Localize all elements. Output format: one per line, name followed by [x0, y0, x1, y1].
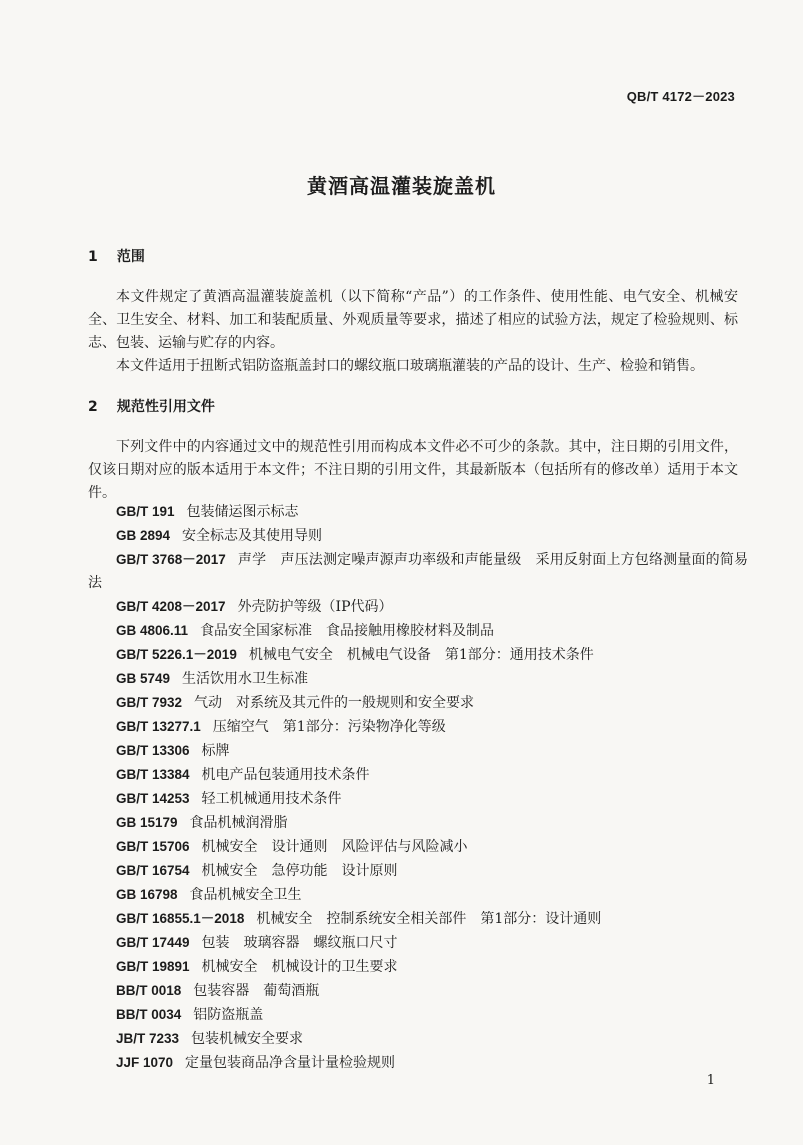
reference-item — [88, 1003, 748, 1027]
reference-item — [88, 811, 748, 835]
reference-code: GB/T 13277.1 — [116, 719, 201, 734]
reference-title: 包装容器 葡萄酒瓶 — [193, 983, 320, 999]
reference-title: 气动 对系统及其元件的一般规则和安全要求 — [194, 695, 475, 711]
reference-code: GB 4806.11 — [116, 623, 189, 638]
reference-title: 食品安全国家标准 食品接触用橡胶材料及制品 — [200, 623, 495, 639]
reference-title: 机电产品包装通用技术条件 — [201, 767, 370, 783]
reference-title: 包装机械安全要求 — [191, 1031, 304, 1047]
reference-item — [88, 524, 748, 548]
reference-title: 外壳防护等级（IP代码） — [237, 599, 393, 615]
reference-item — [88, 763, 748, 787]
reference-item — [88, 739, 748, 763]
reference-title: 铝防盗瓶盖 — [193, 1007, 264, 1023]
reference-item — [88, 667, 748, 691]
reference-title: 机械安全 机械设计的卫生要求 — [201, 959, 398, 975]
reference-item — [88, 643, 748, 667]
section-number: 2 — [88, 399, 98, 415]
reference-code: JB/T 7233 — [116, 1031, 180, 1046]
reference-item — [88, 500, 748, 524]
reference-code: GB/T 7932 — [116, 695, 183, 710]
reference-title: 食品机械安全卫生 — [189, 887, 302, 903]
reference-code: GB/T 3768－2017 — [116, 552, 226, 567]
reference-item — [88, 619, 748, 643]
reference-item — [88, 595, 748, 619]
reference-item — [88, 787, 748, 811]
reference-item — [88, 1027, 748, 1051]
section-heading-normative-references — [88, 396, 215, 416]
reference-code: GB/T 4208－2017 — [116, 599, 226, 614]
reference-title: 机械电气安全 机械电气设备 第1部分：通用技术条件 — [248, 647, 594, 663]
reference-item — [88, 859, 748, 883]
reference-code: GB/T 16855.1－2018 — [116, 911, 245, 926]
reference-item — [88, 955, 748, 979]
reference-item — [88, 1051, 748, 1075]
reference-list — [88, 500, 748, 1075]
reference-code: BB/T 0034 — [116, 1007, 182, 1022]
reference-title: 机械安全 急停功能 设计原则 — [201, 863, 398, 879]
reference-title: 食品机械润滑脂 — [189, 815, 288, 831]
document-title: 黄酒高温灌装旋盖机 — [307, 174, 496, 198]
reference-title: 标牌 — [201, 743, 230, 759]
reference-title: 压缩空气 第1部分：污染物净化等级 — [212, 719, 446, 735]
reference-item — [88, 931, 748, 955]
reference-code: GB 15179 — [116, 815, 178, 830]
section-heading-scope — [88, 246, 145, 266]
standard-code: QB/T 4172－2023 — [626, 89, 735, 104]
reference-code: GB 2894 — [116, 528, 171, 543]
reference-code: GB/T 5226.1－2019 — [116, 647, 237, 662]
reference-code: GB/T 14253 — [116, 791, 190, 806]
reference-item — [88, 548, 748, 595]
reference-code: GB 16798 — [116, 887, 178, 902]
page-number: 1 — [706, 1073, 715, 1088]
reference-code: GB/T 191 — [116, 504, 175, 519]
reference-code: GB/T 13384 — [116, 767, 190, 782]
reference-title: 安全标志及其使用导则 — [182, 528, 323, 544]
section-number: 1 — [88, 249, 98, 265]
reference-code: GB/T 13306 — [116, 743, 190, 758]
reference-title: 轻工机械通用技术条件 — [201, 791, 342, 807]
reference-item — [88, 835, 748, 859]
reference-code: GB/T 19891 — [116, 959, 190, 974]
scope-paragraph-2: 本文件适用于扭断式铝防盗瓶盖封口的螺纹瓶口玻璃瓶灌装的产品的设计、生产、检验和销售。 — [116, 358, 704, 374]
reference-title: 定量包装商品净含量计量检验规则 — [185, 1055, 396, 1071]
reference-title: 声学 声压法测定噪声源声功率级和声能量级 采用反射面上方包络测量面的简易法 — [88, 552, 749, 591]
reference-title: 机械安全 控制系统安全相关部件 第1部分：设计通则 — [256, 911, 602, 927]
section-heading-text: 范围 — [116, 249, 145, 265]
reference-code: GB/T 16754 — [116, 863, 190, 878]
reference-code: JJF 1070 — [116, 1055, 174, 1070]
reference-item — [88, 979, 748, 1003]
scope-paragraph-1: 本文件规定了黄酒高温灌装旋盖机（以下简称“产品”）的工作条件、使用性能、电气安全、机械安全、卫生安全、材料、加工和装配质量、外观质量等要求，描述了相应的试验方法，规定了检验规则、标志、包装、运输与贮存的内容。 — [88, 289, 738, 351]
reference-title: 包装 玻璃容器 螺纹瓶口尺寸 — [201, 935, 398, 951]
reference-item — [88, 883, 748, 907]
section-heading-text: 规范性引用文件 — [116, 399, 215, 415]
reference-title: 生活饮用水卫生标准 — [182, 671, 309, 687]
reference-title: 机械安全 设计通则 风险评估与风险减小 — [201, 839, 468, 855]
reference-code: GB/T 15706 — [116, 839, 190, 854]
reference-code: BB/T 0018 — [116, 983, 182, 998]
references-intro-paragraph: 下列文件中的内容通过文中的规范性引用而构成本文件必不可少的条款。其中，注日期的引用文件，仅该日期对应的版本适用于本文件；不注日期的引用文件，其最新版本（包括所有的修改单）适用于本文件。 — [88, 439, 738, 501]
reference-code: GB 5749 — [116, 671, 171, 686]
reference-item — [88, 691, 748, 715]
reference-title: 包装储运图示标志 — [186, 504, 299, 520]
reference-item — [88, 907, 748, 931]
reference-item — [88, 715, 748, 739]
reference-code: GB/T 17449 — [116, 935, 190, 950]
